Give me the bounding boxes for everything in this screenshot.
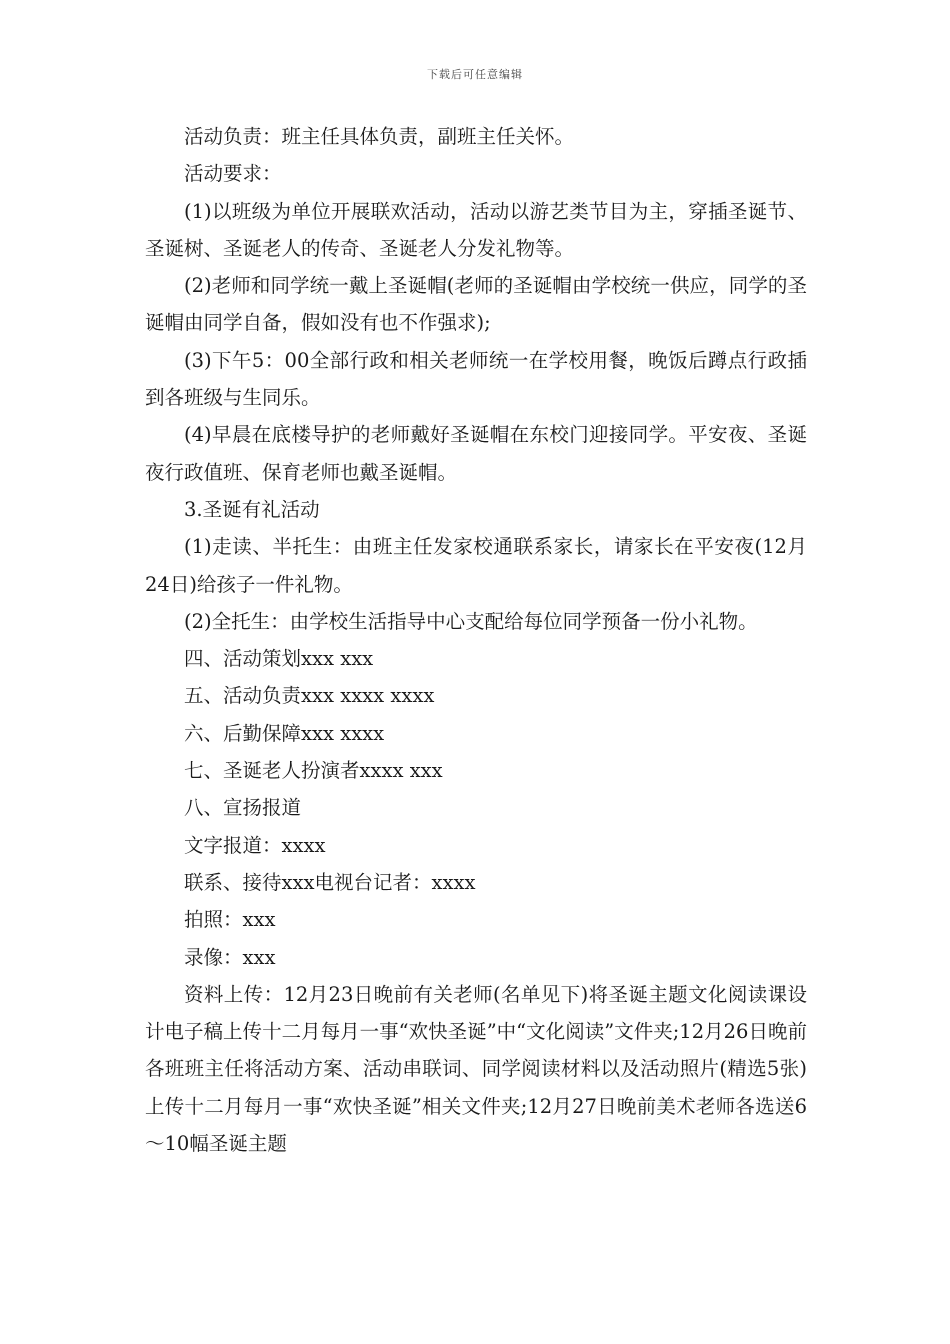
paragraph-material-upload: 资料上传：12月23日晚前有关老师(名单见下)将圣诞主题文化阅读课设计电子稿上传十二月每月一事“欢快圣诞”中“文化阅读”文件夹;12月26日晚前各班班主任将活动方案、活动串联词、同学阅读材料以及活动照片(精选5张)上传十二月每月一事“欢快圣诞”相关文件夹;12月27日晚前美术老师各选送6～10幅圣诞主题 (145, 982, 807, 1156)
paragraph-tv-contact: 联系、接待xxx电视台记者：xxxx (184, 870, 476, 894)
paragraph-photo: 拍照：xxx (184, 908, 276, 932)
paragraph-text-report: 文字报道：xxxx (184, 833, 326, 857)
paragraph-logistics: 六、后勤保障xxx xxxx (184, 721, 385, 745)
paragraph-video: 录像：xxx (184, 945, 276, 969)
paragraph-santa-actor: 七、圣诞老人扮演者xxxx xxx (184, 759, 443, 783)
paragraph-gift-2: (2)全托生：由学校生活指导中心支配给每位同学预备一份小礼物。 (184, 609, 758, 633)
paragraph-requirement-3: (3)下午5：00全部行政和相关老师统一在学校用餐，晚饭后蹲点行政插到各班级与生同乐。 (145, 348, 807, 410)
paragraph-requirement-1: (1)以班级为单位开展联欢活动，活动以游艺类节目为主，穿插圣诞节、圣诞树、圣诞老人的传奇、圣诞老人分发礼物等。 (145, 199, 807, 260)
paragraph-requirement-4: (4)早晨在底楼导护的老师戴好圣诞帽在东校门迎接同学。平安夜、圣诞夜行政值班、保育老师也戴圣诞帽。 (145, 423, 807, 484)
paragraph-requirement-2: (2)老师和同学统一戴上圣诞帽(老师的圣诞帽由学校统一供应，同学的圣诞帽由同学自备，假如没有也不作强求); (145, 274, 807, 335)
paragraph-gift-1: (1)走读、半托生：由班主任发家校通联系家长，请家长在平安夜(12月24日)给孩子一件礼物。 (145, 535, 807, 596)
paragraph-activity-owner: 活动负责：班主任具体负责，副班主任关怀。 (184, 125, 575, 148)
paragraph-gift-activity-heading: 3.圣诞有礼活动 (184, 497, 320, 521)
paragraph-publicity-heading: 八、宣扬报道 (184, 796, 302, 820)
paragraph-responsible: 五、活动负责xxx xxxx xxxx (184, 684, 435, 708)
paragraph-requirements-heading: 活动要求： (184, 162, 282, 186)
paragraph-planning: 四、活动策划xxx xxx (184, 647, 374, 671)
document-body (145, 118, 807, 1162)
page-header: 下载后可任意编辑 (427, 68, 523, 81)
